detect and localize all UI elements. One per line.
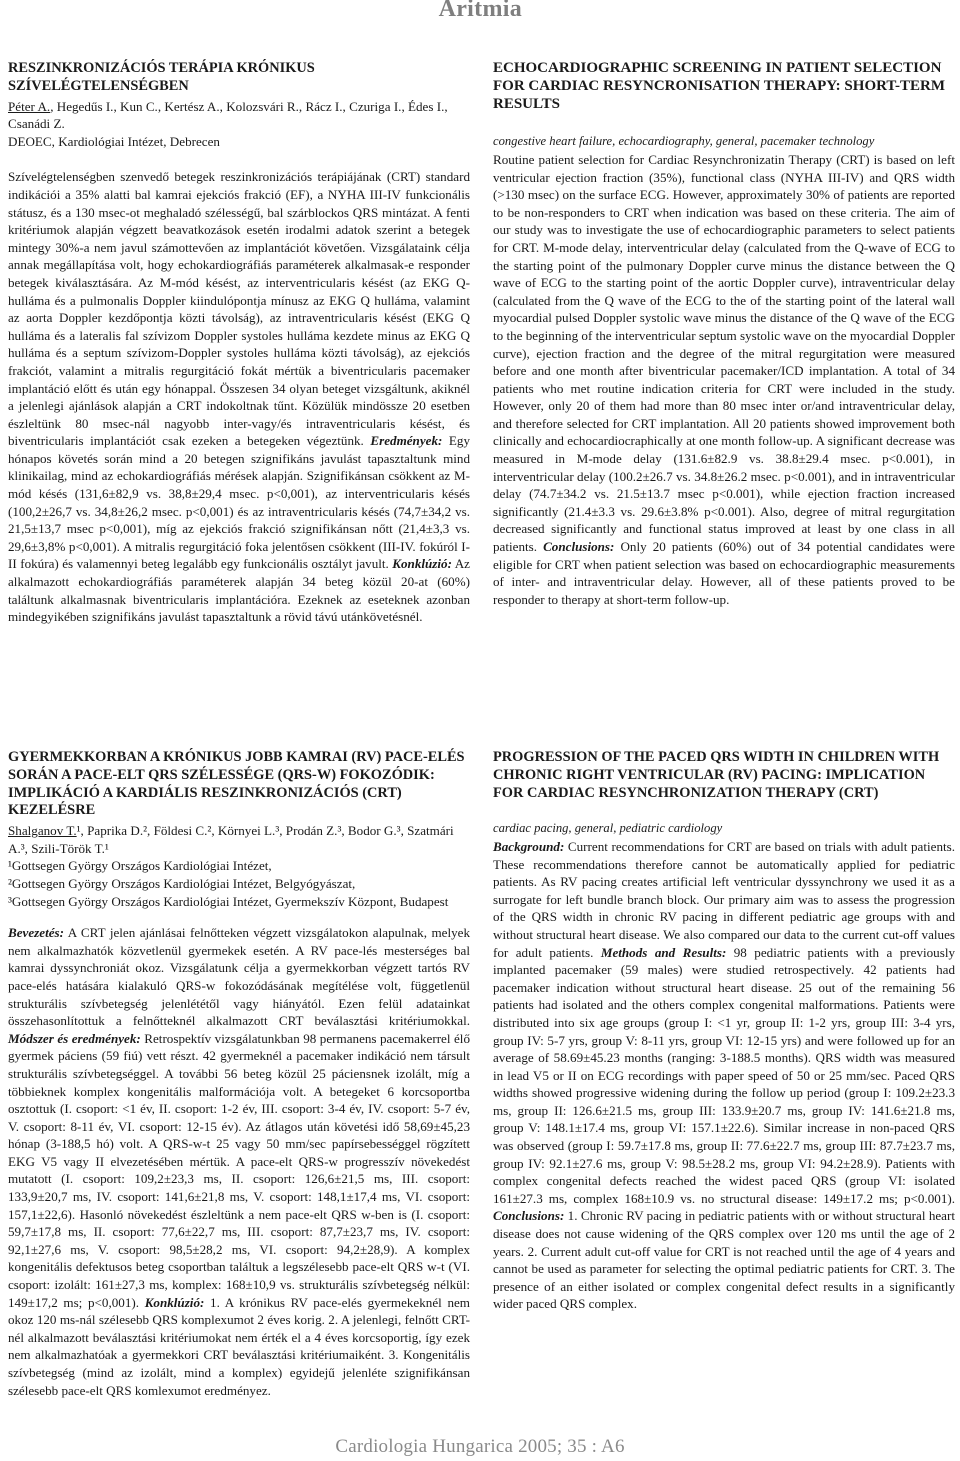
abstract-en-pediatric [493, 749, 955, 1313]
author-list [8, 98, 470, 133]
abstract-body [8, 924, 470, 1399]
affiliation-2: ²Gottsegen György Országos Kardiológiai Intézet, Belgyógyászat, [8, 875, 356, 891]
abstract-title: GYERMEKKORBAN A KRÓNIKUS JOBB KAMRAI (RV) PACE-ELÉS SORÁN A PACE-ELT QRS SZÉLESSÉGE (QRS-W) FOKOZÓDIK: IMPLIKÁCIÓ A KARDIÁLIS RESZINKRONIZÁCIÓS (CRT) KEZELÉSRE [8, 749, 465, 819]
body-text: 98 pediatric patients with a previously implanted pacemaker (59 males) were studied retrospectively. 42 patients had pacemaker indication without structural heart disease. 25 out of the remaining 56 patients had isolated and the others complex congenital malformations. Patients were distributed into six age groups (group I: <1 yr, group II: 1-2 yrs, group III: 3-4 yrs, group IV: 5-7 yrs, group V: 8-11 yrs, group VI: 12-15 yrs) and were followed up for an average of 58.69±45.23 months (ranging: 3-188.5 months). QRS width was measured in lead V5 or II on ECG recordings with paper speed of 50 or 25 mm/sec. Paced QRS widths showed progressive widening during the follow up period (group I: 109.2±23.3 ms, group II: 126.6±21.5 ms, group III: 133.9±20.7 ms, group IV: 141.6±21.8 ms, group V: 148.1±17.4 ms, group VI: 157.1±22.6). Similar increase in non-paced QRS was observed (group I: 59.7±17.8 ms, group II: 77.6±22.7 ms, group III: 87.7±23.7 ms, group IV: 92.1±27.6 ms, group V: 98.5±28.2 ms, group VI: 94.2±28.9). Patients with complex congenital defects reached the widest paced QRS (group VI: isolated 161±27.3 ms, complex 168±10.9 vs. no structural disease: 149±17.2 ms; p<0.001). [493, 944, 956, 1206]
body-text: Current recommendations for CRT are based on trials with adult patients. These recommendations therefore cannot be automatically applied for pediatric patients. As RV pacing creates artificial left ventricular dyssynchrony we used it as a surrogate for left bundle branch block. Our primary aim was to assess the progression of the QRS width in chronic RV pacing in different pediatric age groups with and without structural heart disease. We also compared our data to the current cut-off values for adult patients. [493, 838, 955, 960]
section-title: Aritmia [438, 0, 522, 22]
conclusion-label: Konklúzió: [392, 556, 452, 572]
journal-footer: Cardiologia Hungarica 2005; 35 : A6 [335, 1436, 625, 1457]
body-text: Routine patient selection for Cardiac Resynchronizatin Therapy (CRT) is based on left ventricular ejection fraction (35%), functional class (NYHA III-IV) and QRS width (>130 msec) on the surface ECG. However, approximately 30% of patients are reported to be non-responders to CRT when indication was based on these criteria. The aim of our study was to investigate the use of echocardiographic parameters to select patients for CRT. M-mode delay, interventricular delay (calculated from the Q-wave of ECG to the starting point of the pulmonary Doppler curve minus the distance between the Q wave of ECG to the starting point of the aortic Doppler curve), intraventricular delay (calculated from the Q wave of the ECG to the of the starting point of the lateral wall myocardial pulsed Doppler systolic wave minus the distance of the Q wave of the ECG to the beginning of the interventricular septum systolic wave on the myocardial Doppler curve), ejection fraction and the degree of the mitral regurgitation were measured before and one month after biventricular pacemaker/ICD implantation. A total of 34 patients who met routine indication criteria for CRT were included in the study. However, only 20 of them had more than 80 msec inter or/and intraventricular delay, and therefore selected for CRT implantation. All 20 patients showed improvement both clinically and echocardiocraphically at one month follow-up. A significant decrease was measured in M-mode delay (131.6±82.9 vs. 38.8±29.4 msec. p<0.001), in interventricular delay (100.2±26.7 vs. 34.8±26.2 msec. p<0.001), and in intraventricular delay (74.7±34.2 vs. 21.5±13.7 msec p<0.001), while ejection fraction increased significantly (21.4±3.3 vs. 29.6±3.8% p<0.001). Also, degree of mitral regurgitation decreased significantly and functional status improved at least by one class in all patients. [493, 151, 955, 555]
affiliation: DEOEC, Kardiológiai Intézet, Debrecen [8, 133, 220, 149]
abstract-body [493, 838, 955, 1313]
body-text: A CRT jelen ajánlásai felnőtteken végzett vizsgálatokon alapulnak, melyek nem alkalmazhatók közvetlenül gyermekek esetén. A RV pace-lés mesterséges bal kamrai dyssynchroniát okoz. Vizsgálatunk célja a gyermekkorban végzett tartós RV pace-elés hatására kialakuló QRS-w fokozódásának megítélése volt, függetlenül strukturális szívbetegség jelenlététől vagy hiányától. Ezen felül adatainkat összehasonlítottuk a felnőtteknél alkalmazott CRT beválasztási kritériumokkal. [8, 925, 470, 1029]
background-label: Background: [493, 838, 565, 854]
methods-label: Módszer és eredmények: [8, 1030, 141, 1046]
affiliation-1: ¹Gottsegen György Országos Kardiológiai Intézet, [8, 858, 272, 874]
body-text: Szívelégtelenségben szenvedő betegek reszinkronizációs terápiájának (CRT) standard indikációi a 35% alatti bal kamrai ejekciós frakció (EF), a NYHA III-IV funkcionális státusz, és a 130 msec-ot meghaladó szélességű, bal szárblockos QRS mintázat. A fenti kritériumok alapján végzett beavatkozások esetén irodalmi adatok szerint a betegek mintegy 30%-a nem javul számottevően az implantációt követően. Vizsgálataink célja annak megállapítása volt, hogy echokardiográfiás paraméterek alkalmasak-e responder betegek kiválasztására. Az M-mód késést, az interventricularis késést (az EKG Q-hulláma és a pulmonalis Doppler kiindulópontja mínusz az EKG Q hulláma, valamint az aorta Doppler kezdőpontja közti távolság), az intraventricularis késést (EKG Q hulláma és a lateralis fal szívizom Doppler systoles hulláma kezdete minus az EKG Q hulláma és a septum szívizom-Doppler systoles hulláma közti távolság), az ejekciós frakciót, valamint a mitralis regurgitáció fokát mértük a biventricularis pacemaker implantáció előtt és után egy hónappal. Összesen 34 olyan beteget vizsgáltunk, akiknél a jelenlegi ajánlások alapján a CRT indokoltnak tűnt. Közülük mindössze 20 esetben észleltünk 80 msec-nál nagyobb inter-vagy/és intraventricularis késést, és biventricularis implantációt csak ezeken a betegeken végeztünk. [8, 169, 470, 449]
body-text: Only 20 patients (60%) out of 34 potential candidates were eligible for CRT when patient selection was based on echocardiographic measurements of inter- and intraventricular delay. However, all of these patients proved to be responder to therapy at short-term follow-up. [493, 539, 955, 607]
co-authors: , Hegedűs I., Kun C., Kertész A., Kolozsvári R., Rácz I., Czuriga I., Édes I., Csanádi Z. [8, 98, 448, 132]
affiliation-3: ³Gottsegen György Országos Kardiológiai Intézet, Gyermekszív Központ, Budapest [8, 893, 449, 909]
presenting-author: Shalganov T. [8, 823, 77, 839]
page-header [0, 0, 960, 30]
abstract-body [493, 151, 955, 608]
conclusions-label: Conclusions: [493, 1208, 565, 1224]
abstract-title: ECHOCARDIOGRAPHIC SCREENING IN PATIENT SELECTION FOR CARDIAC RESYNCRONISATION THERAPY: SHORT-TERM RESULTS [493, 60, 946, 112]
abstract-title: PROGRESSION OF THE PACED QRS WIDTH IN CHILDREN WITH CHRONIC RIGHT VENTRICULAR (RV) PACING: IMPLICATION FOR CARDIAC RESYNCHRONIZATION THERAPY (CRT) [493, 749, 940, 801]
body-text: Az alkalmazott echokardiográfiás paraméterek alapján 34 beteg közül 20-at (60%) találtunk alkalmasnak biventricularis implantációra. Ezeknek az eseteknek azonban mindegyikében szignifikáns javulást tapasztaltunk a rövid távú utánkövetésnél. [8, 556, 470, 625]
keywords: congestive heart failure, echocardiography, general, pacemaker technology [493, 134, 875, 149]
abstract-title: RESZINKRONIZÁCIÓS TERÁPIA KRÓNIKUS SZÍVELÉGTELENSÉGBEN [8, 60, 315, 94]
abstract-hu-crt [8, 60, 470, 626]
body-text: Retrospektív vizsgálatunkban 98 permanens pacemakerrel élő gyermek páciens (59 fiú) vett részt. 42 gyermeknél a pacemaker indikáció nem társult strukturális szívbetegséggel. A további 56 beteg közül 25 páciensnek izolált, míg a többieknek komplex kongenitális malformációja volt. A betegeket 6 korcsoportba osztottuk (I. csoport: <1 év, II. csoport: 1-2 év, III. csoport: 3-4 év, IV. csoport: 5-7 év, V. csoport: 8-11 év, VI. csoport: 12-15 év). Az átlagos után követési idő 58,69±45,23 hónap (3-188,5 hó) volt. A QRS-w-t 25 vagy 50 mm/sec papírsebességgel rögzített EKG V5 vagy II elvezetésében mértük. A pace-elt QRS-w progresszív növekedést mutatott (I. csoport: 109,2±23,3 ms, II. csoport: 126,6±21,5 ms, III. csoport: 133,9±20,7 ms, IV. csoport: 141,6±21,8 ms, V. csoport: 148,1±17,4 ms, VI. csoport: 157,1±22,6). Hasonló növekedést észleltünk a nem pace-elt QRS w-ben is (I. csoport: 59,7±17,8 ms, II. csoport: 77,6±22,7 ms, III. csoport: 87,7±23,7 ms, IV. csoport: 92,1±27,6 ms, V. csoport: 98,5±28,2 ms, VI. csoport: 94,2±28,9). A komplex kongenitális defektusos beteg csoportban találtuk a legszélesebb pace-elt QRS w-t (VI. csoport: izolált: 161±27,3 ms, komplex: 168±10,9 vs. strukturális szívbetegség nélkül: 149±17,2 ms; p<0,001). [8, 1030, 470, 1310]
methods-label: Methods and Results: [600, 944, 727, 960]
body-text: 1. A krónikus RV pace-elés gyermekeknél nem okoz 120 ms-nál szélesebb QRS komplexumot 2 éves korig. 2. A jelenlegi, felnőtt CRT-nél alkalmazott beválasztási kritériumokat nem érték el a 4 éves korcsoportig, így ezek nem alkalmazhatóak a gyermekkori CRT beválasztási kritériumaiként. 3. Kongenitális szívbetegség (mind az izolált, mind a komplex) egyidejű jelenléte szignifikánsan szélesebb pace-elt QRS komlexumot eredményez. [8, 1294, 470, 1398]
abstract-en-crt [493, 60, 955, 608]
conclusion-label: Konklúzió: [144, 1294, 205, 1310]
results-label: Eredmények: [370, 433, 443, 449]
presenting-author: Péter A. [8, 98, 51, 114]
co-authors: ¹, Paprika D.², Földesi C.², Környei L.³, Prodán Z.³, Bodor G.³, Szatmári A.³, Szili-Török T.¹ [8, 823, 454, 856]
author-list [8, 822, 470, 857]
keywords: cardiac pacing, general, pediatric cardiology [493, 821, 723, 836]
body-text: 1. Chronic RV pacing in pediatric patients with or without structural heart disease does not cause widening of the QRS complex over 120 ms until the age of 2 years. 2. Current adult cut-off value for CRT is not reached until the age of 4 years and cannot be used as parameter for selecting the optimal pediatric patients for CRT. 3. The presence of an either isolated or complex congenital defect results in a significantly wider paced QRS complex. [493, 1208, 955, 1312]
abstract-hu-pediatric [8, 749, 470, 1399]
conclusions-label: Conclusions: [543, 539, 615, 555]
intro-label: Bevezetés: [8, 925, 64, 941]
abstract-body [8, 168, 470, 625]
body-text: Egy hónapos követés során mind a 20 betegen szignifikáns javulást tapasztaltunk mind klinikailag, mind az echokardiográfiás mérések alapján. Szignifikánsan csökkent az M-mód késés (131,6±82,9 vs. 38,8±29,4 msec. p<0,001), az interventricularis késés (100,2±26,7 vs. 34,8±26,2 msec. p<0,001) és az intraventricularis késés (74,7±34,2 vs. 21,5±13,7 msec p<0,001), míg az ejekciós frakció szignifikánsan nőtt (21,4±3,3 vs. 29,6±3,8% p<0,001). A mitralis regurgitáció foka jelentősen csökkent (III-IV. fokúról I-II fokúra) és valamennyi beteg legalább egy funkcionális osztályt javult. [8, 433, 470, 572]
